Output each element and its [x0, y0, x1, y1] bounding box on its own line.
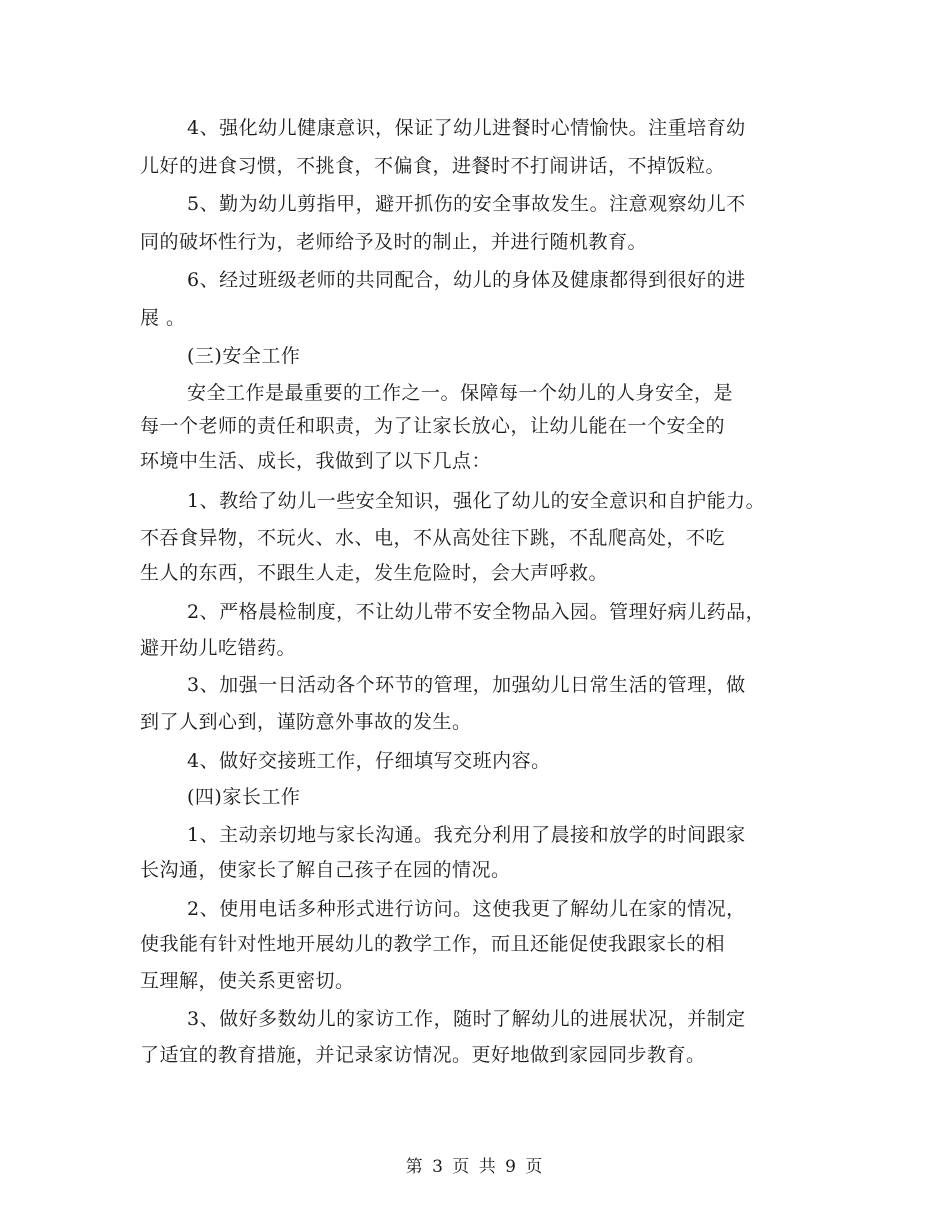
text-line: 儿好的进食习惯，不挑食，不偏食，进餐时不打闹讲话，不掉饭粒。	[140, 155, 726, 177]
text-line: 长沟通，使家长了解自己孩子在园的情况。	[140, 859, 511, 881]
text-line: 4、强化幼儿健康意识，保证了幼儿进餐时心情愉快。注重培育幼	[187, 117, 746, 139]
text-line: 每一个老师的责任和职责，为了让家长放心，让幼儿能在一个安全的	[140, 415, 726, 437]
text-line: 了适宜的教育措施，并记录家访情况。更好地做到家园同步教育。	[140, 1044, 706, 1066]
page-indicator: 第 3 页 共 9 页	[405, 1157, 545, 1177]
text-line: 安全工作是最重要的工作之一。保障每一个幼儿的人身安全，是	[187, 382, 734, 404]
section-heading: (三)安全工作	[187, 345, 301, 367]
text-line: 1、主动亲切地与家长沟通。我充分利用了晨接和放学的时间跟家	[187, 824, 746, 846]
text-line: 展 。	[140, 307, 186, 329]
text-line: 到了人到心到，谨防意外事故的发生。	[140, 711, 472, 733]
text-line: 使我能有针对性地开展幼儿的教学工作，而且还能促使我跟家长的相	[140, 933, 726, 955]
text-line: 生人的东西，不跟生人走，发生危险时，会大声呼救。	[140, 562, 609, 584]
text-line: 4、做好交接班工作，仔细填写交班内容。	[187, 750, 551, 772]
text-line: 2、使用电话多种形式进行访问。这使我更了解幼儿在家的情况，	[187, 898, 746, 920]
text-line: 2、严格晨检制度，不让幼儿带不安全物品入园。管理好病儿药品，	[187, 601, 766, 623]
text-line: 5、勤为幼儿剪指甲，避开抓伤的安全事故发生。注意观察幼儿不	[187, 193, 746, 215]
text-line: 不吞食异物，不玩火、水、电，不从高处往下跳，不乱爬高处，不吃	[140, 527, 726, 549]
text-line: 避开幼儿吃错药。	[140, 637, 297, 659]
text-line: 互理解，使关系更密切。	[140, 970, 355, 992]
text-line: 同的破坏性行为，老师给予及时的制止，并进行随机教育。	[140, 231, 648, 253]
text-line: 6、经过班级老师的共同配合，幼儿的身体及健康都得到很好的进	[187, 269, 746, 291]
text-line: 3、做好多数幼儿的家访工作，随时了解幼儿的进展状况，并制定	[187, 1008, 746, 1030]
text-line: 1、教给了幼儿一些安全知识，强化了幼儿的安全意识和自护能力。	[187, 490, 766, 512]
text-line: 3、加强一日活动各个环节的管理，加强幼儿日常生活的管理，做	[187, 674, 746, 696]
section-heading: (四)家长工作	[187, 786, 301, 808]
text-line: 环境中生活、成长，我做到了以下几点：	[140, 450, 492, 472]
